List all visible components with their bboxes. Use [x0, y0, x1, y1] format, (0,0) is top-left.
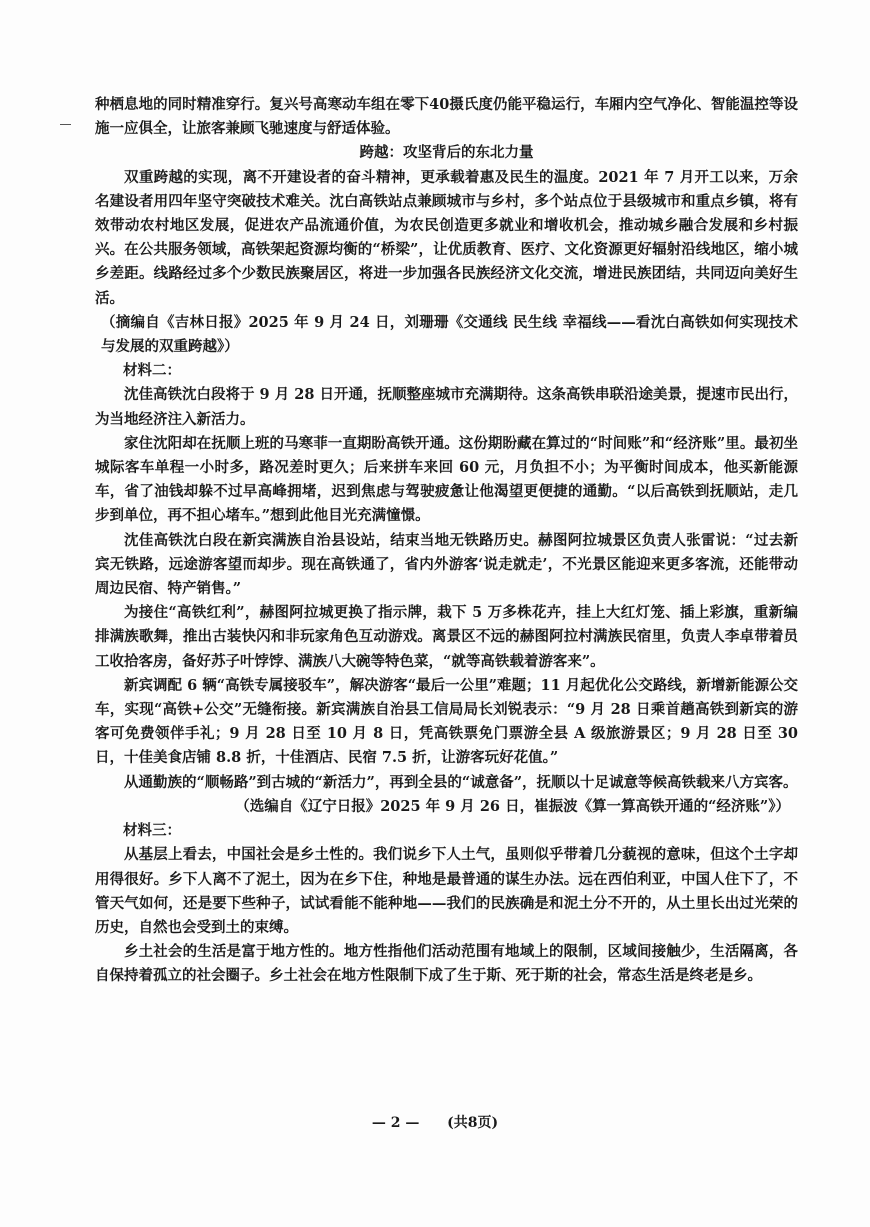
material-2-paragraph: 新宾调配 6 辆“高铁专属接驳车”，解决游客“最后一公里”难题；11 月起优化公交路线，新增新能源公交车，实现“高铁+公交”无缝衔接。新宾满族自治县工信局局长刘锐表示：“9 月 28 日乘首趟高铁到新宾的游客可免费领伴手礼；9 月 28 日至 10 月 8 日，凭高铁票免门票游全县 A 级旅游景区；9 月 28 日至 30 日，十佳美食店铺 8.8 折，十佳酒店、民宿 7.5 折，让游客玩好花值。” — [95, 676, 798, 767]
source-citation-2: （选编自《辽宁日报》2025 年 9 月 26 日，崔振波《算一算高铁开通的“经济账”》） — [235, 797, 790, 815]
material-2-paragraph: 沈佳高铁沈白段将于 9 月 28 日开通，抚顺整座城市充满期待。这条高铁串联沿途美景，提速市民出行，为当地经济注入新活力。 — [95, 386, 798, 428]
material-2-paragraph: 沈佳高铁沈白段在新宾满族自治县设站，结束当地无铁路历史。赫图阿拉城景区负责人张雷说：“过去新宾无铁路，远途游客望而却步。现在高铁通了，省内外游客‘说走就走’，不光景区能迎来更多客流，还能带动周边民宿、特产销售。” — [95, 531, 798, 598]
material-2-paragraph: 从通勤族的“顺畅路”到古城的“新活力”，再到全县的“诚意备”，抚顺以十足诚意等候高铁载来八方宾客。 — [124, 773, 798, 791]
margin-mark — [60, 124, 71, 125]
material-2-label: 材料二： — [123, 362, 181, 380]
material-3-label: 材料三： — [123, 822, 181, 840]
section-paragraph: 双重跨越的实现，离不开建设者的奋斗精神，更承载着惠及民生的温度。2021 年 7 月开工以来，万余名建设者用四年坚守突破技术难关。沈白高铁站点兼顾城市与乡村，多个站点位于县级城市和重点乡镇，将有效带动农村地区发展，促进农产品流通价值，为农民创造更多就业和增收机会，推动城乡融合发展和乡村振兴。在公共服务领域，高铁架起资源均衡的“桥梁”，让优质教育、医疗、文化资源更好辐射沿线地区，缩小城乡差距。线路经过多个少数民族聚居区，将进一步加强各民族经济文化交流，增进民族团结，共同迈向美好生活。 — [95, 168, 798, 307]
article-body — [95, 93, 798, 989]
material-2-paragraph: 家住沈阳却在抚顺上班的马寒菲一直期盼高铁开通。这份期盼藏在算过的“时间账”和“经济账”里。最初坐城际客车单程一小时多，路况差时更久；后来拼车来回 60 元，月负担不小；为平衡时间成本，他买新能源车，省了油钱却躲不过早高峰拥堵，迟到焦虑与驾驶疲惫让他渴望更便捷的通勤。“以后高铁到抚顺站，走几步到单位，再不担心堵车。”想到此他目光充满憧憬。 — [95, 434, 798, 525]
section-heading: 跨越：攻坚背后的东北力量 — [359, 144, 534, 162]
page-number: — 2 — — [371, 1115, 420, 1131]
material-3-paragraph: 乡土社会的生活是富于地方性的。地方性指他们活动范围有地域上的限制，区域间接触少，生活隔离，各自保持着孤立的社会圈子。乡土社会在地方性限制下成了生于斯、死于斯的社会，常态生活是终老是乡。 — [95, 943, 798, 985]
source-citation-1: （摘编自《吉林日报》2025 年 9 月 24 日，刘珊珊《交通线 民生线 幸福线——看沈白高铁如何实现技术与发展的双重跨越》） — [101, 313, 798, 356]
continuation-paragraph: 种栖息地的同时精准穿行。复兴号高寒动车组在零下40摄氏度仍能平稳运行，车厢内空气净化、智能温控等设施一应俱全，让旅客兼顾飞驰速度与舒适体验。 — [95, 96, 798, 138]
material-3-paragraph: 从基层上看去，中国社会是乡土性的。我们说乡下人土气，虽则似乎带着几分藐视的意味，但这个土字却用得很好。乡下人离不了泥土，因为在乡下住，种地是最普通的谋生办法。远在西伯利亚，中国人住下了，不管天气如何，还是要下些种子，试试看能不能种地——我们的民族确是和泥土分不开的，从土里长出过光荣的历史，自然也会受到土的束缚。 — [95, 846, 798, 936]
page-footer — [0, 1112, 870, 1132]
total-pages: (共8页) — [447, 1115, 499, 1131]
material-2-paragraph: 为接住“高铁红利”，赫图阿拉城更换了指示牌，栽下 5 万多株花卉，挂上大红灯笼、插上彩旗，重新编排满族歌舞，推出古装快闪和非玩家角色互动游戏。离景区不远的赫图阿拉村满族民宿里，负责人李卓带着员工收拾客房，备好苏子叶饽饽、满族八大碗等特色菜，“就等高铁载着游客来”。 — [95, 604, 798, 670]
